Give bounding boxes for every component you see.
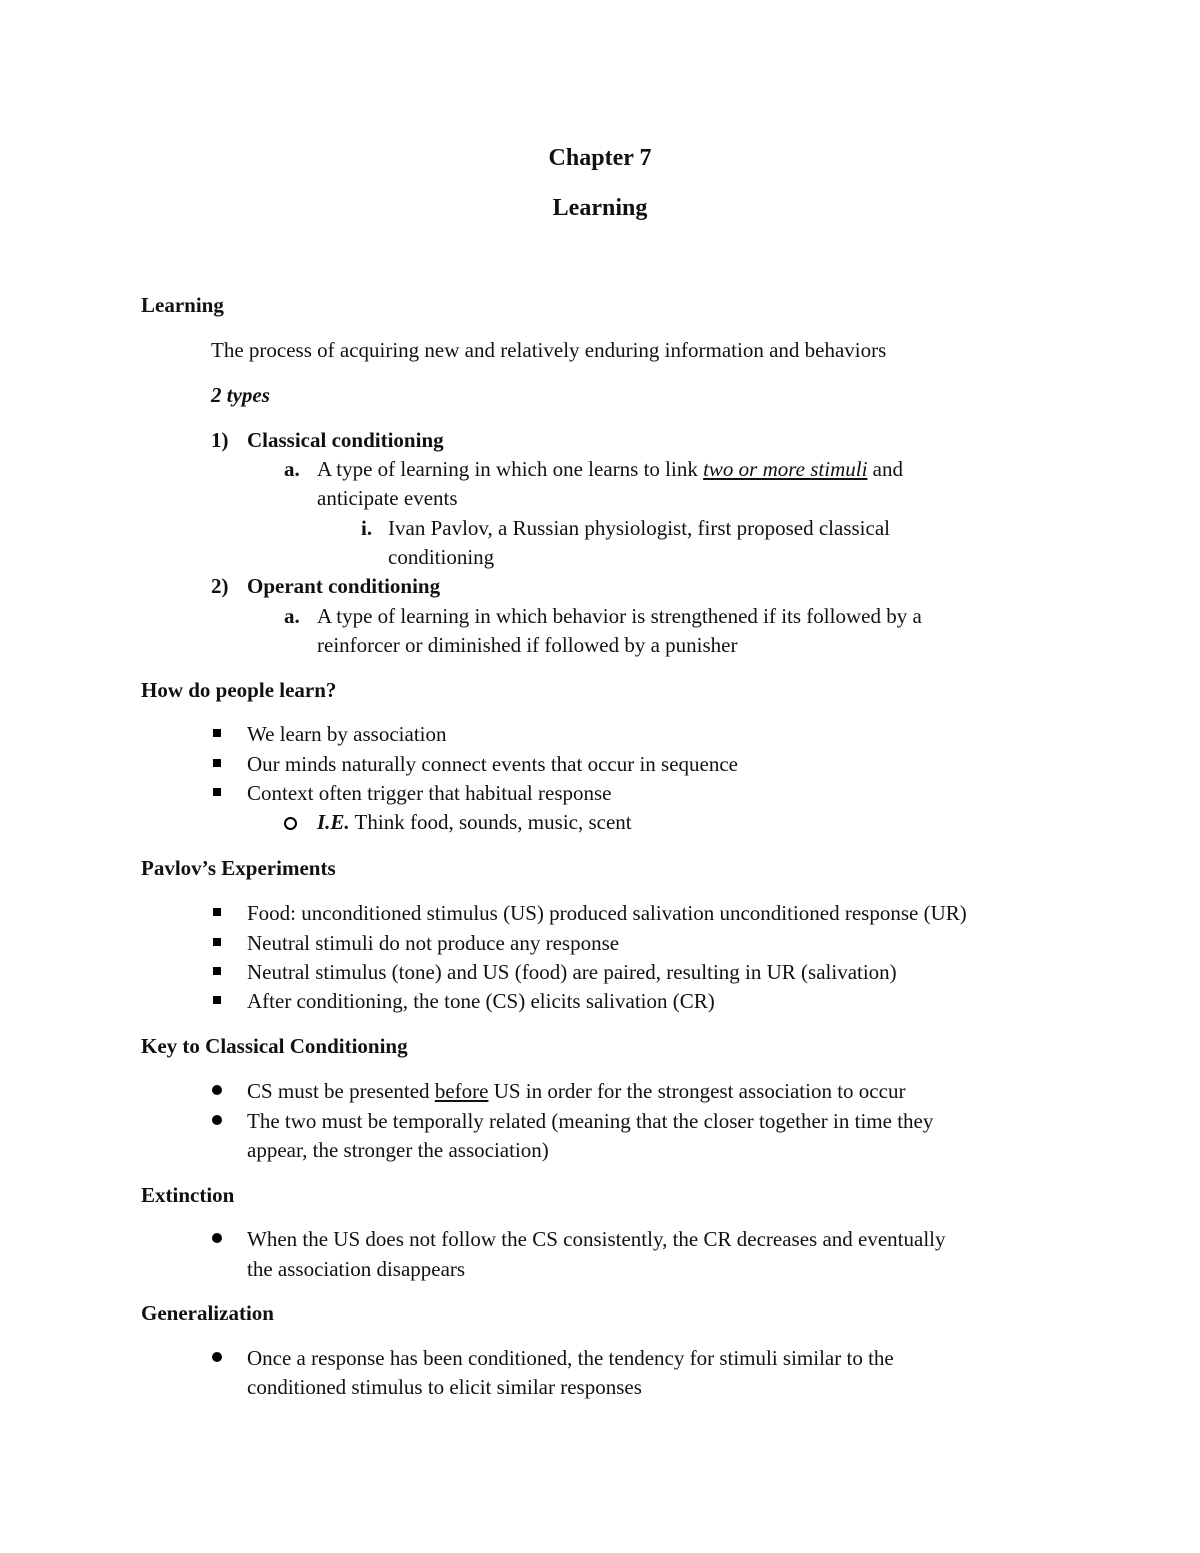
generalization-line1: Once a response has been conditioned, the tendency for stimuli similar to the (247, 1346, 894, 1370)
round-bullet-icon (212, 1233, 222, 1243)
list-letter: a. (284, 604, 300, 628)
key-bullet-1: CS must be presented before US in order for the strongest association to occur (247, 1079, 906, 1103)
pavlov-bullet: After conditioning, the tone (CS) elicits salivation (CR) (247, 989, 715, 1013)
square-bullet-icon (213, 967, 221, 975)
section-heading-key: Key to Classical Conditioning (141, 1034, 408, 1058)
types-label: 2 types (211, 383, 270, 407)
extinction-line1: When the US does not follow the CS consistently, the CR decreases and eventually (247, 1227, 946, 1251)
square-bullet-icon (213, 729, 221, 737)
section-heading-generalization: Generalization (141, 1301, 274, 1325)
chapter-subtitle: Learning (552, 195, 648, 221)
key-bullet-2-line2: appear, the stronger the association) (247, 1138, 549, 1162)
square-bullet-icon (213, 938, 221, 946)
extinction-line2: the association disappears (247, 1257, 466, 1281)
hollow-circle-bullet-icon (284, 817, 297, 830)
how-bullet: Our minds naturally connect events that occur in sequence (247, 752, 738, 776)
list-number: 2) (211, 574, 229, 598)
list-roman: i. (361, 516, 373, 540)
round-bullet-icon (212, 1115, 222, 1125)
how-bullet: Context often trigger that habitual response (247, 781, 612, 805)
square-bullet-icon (213, 788, 221, 796)
pavlov-bullet: Neutral stimuli do not produce any response (247, 931, 620, 955)
generalization-line2: conditioned stimulus to elicit similar responses (247, 1375, 642, 1399)
list-letter: a. (284, 457, 300, 481)
pavlov-note-line2: conditioning (388, 545, 495, 569)
section-heading-learning: Learning (141, 293, 224, 317)
list-number: 1) (211, 428, 229, 452)
how-bullet: We learn by association (247, 722, 447, 746)
item-operant-conditioning: Operant conditioning (247, 574, 441, 598)
key-bullet-2-line1: The two must be temporally related (meaning that the closer together in time they (247, 1109, 934, 1133)
section-heading-how: How do people learn? (141, 678, 337, 702)
section-heading-pavlov: Pavlov’s Experiments (141, 856, 336, 880)
classical-definition-line1: A type of learning in which one learns to link two or more stimuli and (317, 457, 903, 481)
classical-definition-line2: anticipate events (317, 486, 458, 510)
square-bullet-icon (213, 759, 221, 767)
pavlov-bullet: Food: unconditioned stimulus (US) produced salivation unconditioned response (UR) (247, 901, 967, 925)
item-classical-conditioning: Classical conditioning (247, 428, 444, 452)
round-bullet-icon (212, 1352, 222, 1362)
section-heading-extinction: Extinction (141, 1183, 235, 1207)
pavlov-note-line1: Ivan Pavlov, a Russian physiologist, first proposed classical (388, 516, 890, 540)
how-sub-bullet: I.E. Think food, sounds, music, scent (317, 810, 632, 834)
chapter-title: Chapter 7 (548, 145, 652, 171)
round-bullet-icon (212, 1085, 222, 1095)
square-bullet-icon (213, 908, 221, 916)
operant-definition-line1: A type of learning in which behavior is strengthened if its followed by a (317, 604, 922, 628)
operant-definition-line2: reinforcer or diminished if followed by a punisher (317, 633, 738, 657)
learning-definition: The process of acquiring new and relatively enduring information and behaviors (211, 338, 887, 362)
pavlov-bullet: Neutral stimulus (tone) and US (food) are paired, resulting in UR (salivation) (247, 960, 897, 984)
square-bullet-icon (213, 996, 221, 1004)
